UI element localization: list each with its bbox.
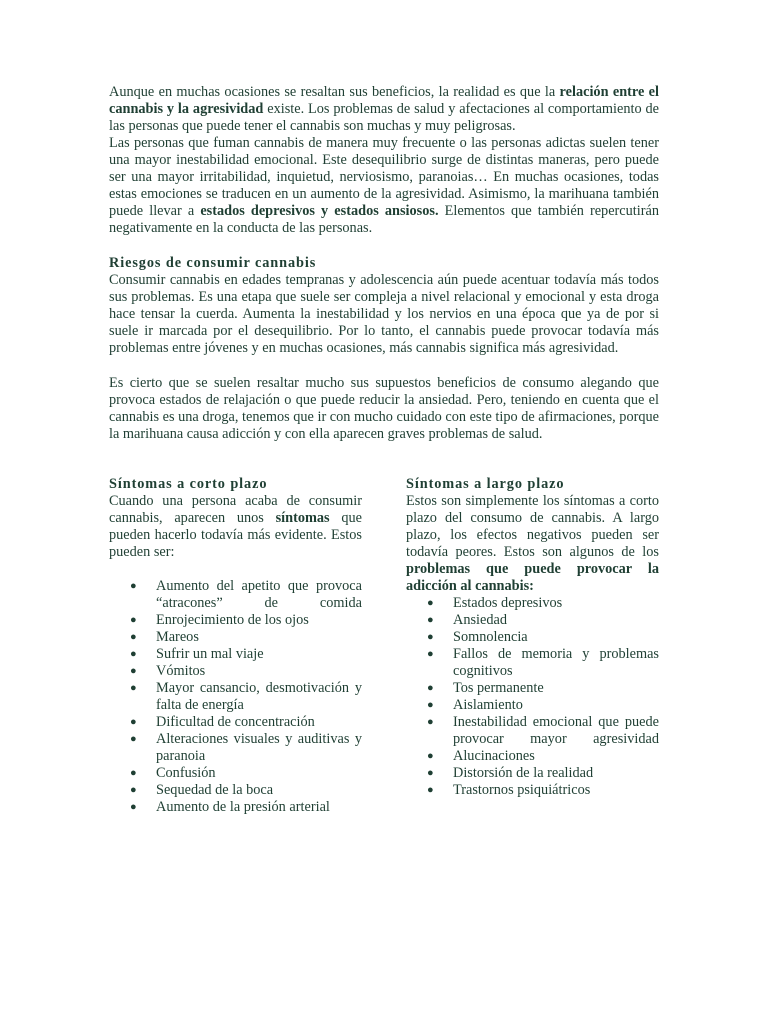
bullet-icon: ● <box>130 631 137 643</box>
list-item: ● Ansiedad <box>427 612 507 628</box>
short-term-intro: Cuando una persona acaba de consumir cannabis, aparecen unos síntomas que pueden hacerlo todavía más evidente. Estos pueden ser: <box>109 493 362 560</box>
bullet-icon: ● <box>427 597 434 609</box>
risks-paragraph-2: Es cierto que se suelen resaltar mucho sus supuestos beneficios de consumo alegando que provoca estados de relajación o que puede reducir la ansiedad. Pero, teniendo en cuenta que el cannabis es una droga, tenemos que ir con mucho cuidado con este tipo de afirmaciones, porque la marihuana causa adicción y con ella aparecen graves problemas de salud. <box>109 375 659 442</box>
list-item: ● Aumento del apetito que provoca “atracones” de comida <box>130 578 362 611</box>
bullet-icon: ● <box>130 716 137 728</box>
list-item: ● Sequedad de la boca <box>130 782 274 798</box>
list-item: ● Sufrir un mal viaje <box>130 646 264 662</box>
symptoms-columns <box>109 476 659 816</box>
list-item: ● Alucinaciones <box>427 748 535 764</box>
bullet-icon: ● <box>130 648 137 660</box>
list-item: ● Mayor cansancio, desmotivación y falta de energía <box>130 680 362 713</box>
bullet-icon: ● <box>130 784 137 796</box>
short-term-column <box>109 476 362 816</box>
long-term-intro: Estos son simplemente los síntomas a corto plazo del consumo de cannabis. A largo plazo, los efectos negativos pueden ser todavía peores. Estos son algunos de los problemas que puede provocar la adicción al cannabis: <box>406 493 659 594</box>
bullet-icon: ● <box>130 733 137 745</box>
list-item: ● Fallos de memoria y problemas cognitivos <box>427 646 659 679</box>
bullet-icon: ● <box>427 767 434 779</box>
bullet-icon: ● <box>130 801 137 813</box>
short-term-heading: Síntomas a corto plazo <box>109 476 268 492</box>
list-item: ● Trastornos psiquiátricos <box>427 782 591 798</box>
risks-paragraph-1: Consumir cannabis en edades tempranas y adolescencia aún puede acentuar todavía más todos sus problemas. Es una etapa que suele ser compleja a nivel relacional y emocional y esta droga hace tensar la cuerda. Aumenta la inestabilidad y los nervios en una época que ya de por si suele ir marcada por el desequilibrio. Por lo tanto, el cannabis puede provocar todavía más problemas entre jóvenes y en muchas ocasiones, más cannabis significa más agresividad. <box>109 272 659 356</box>
list-item: ● Estados depresivos <box>427 595 563 611</box>
bullet-icon: ● <box>427 648 434 660</box>
list-item: ● Somnolencia <box>427 629 528 645</box>
bullet-icon: ● <box>130 682 137 694</box>
list-item: ● Tos permanente <box>427 680 544 696</box>
list-item: ● Alteraciones visuales y auditivas y paranoia <box>130 731 362 764</box>
list-item: ● Enrojecimiento de los ojos <box>130 612 309 628</box>
bullet-icon: ● <box>427 750 434 762</box>
list-item: ● Inestabilidad emocional que puede provocar mayor agresividad <box>427 714 659 747</box>
intro-paragraph-2: Las personas que fuman cannabis de manera muy frecuente o las personas adictas suelen tener una mayor inestabilidad emocional. Este desequilibrio surge de distintas maneras, pero puede ser una mayor irritabilidad, inquietud, nerviosismo, paranoias… En muchas ocasiones, todas estas emociones se traducen en un aumento de la agresividad. Asimismo, la marihuana también puede llevar a estados depresivos y estados ansiosos. Elementos que también repercutirán negativamente en la conducta de las personas. <box>109 135 659 236</box>
bullet-icon: ● <box>427 614 434 626</box>
bullet-icon: ● <box>427 716 434 728</box>
highlight-states: estados depresivos y estados ansiosos. <box>200 203 439 219</box>
bullet-icon: ● <box>130 580 137 592</box>
bullet-icon: ● <box>427 699 434 711</box>
list-item: ● Mareos <box>130 629 199 645</box>
risks-heading: Riesgos de consumir cannabis <box>109 255 317 271</box>
bullet-icon: ● <box>130 614 137 626</box>
document-page <box>109 84 659 816</box>
bullet-icon: ● <box>427 784 434 796</box>
bullet-icon: ● <box>130 665 137 677</box>
list-item: ● Vómitos <box>130 663 206 679</box>
list-item: ● Dificultad de concentración <box>130 714 315 730</box>
long-term-column <box>406 476 659 816</box>
list-item: ● Aumento de la presión arterial <box>130 799 330 815</box>
bullet-icon: ● <box>427 631 434 643</box>
long-term-list <box>406 595 659 799</box>
list-item: ● Confusión <box>130 765 216 781</box>
bullet-icon: ● <box>427 682 434 694</box>
intro-paragraph-1: Aunque en muchas ocasiones se resaltan sus beneficios, la realidad es que la relación entre el cannabis y la agresividad existe. Los problemas de salud y afectaciones al comportamiento de las personas que puede tener el cannabis son muchas y muy peligrosas. <box>109 84 659 134</box>
short-term-list <box>109 578 362 816</box>
long-term-heading: Síntomas a largo plazo <box>406 476 565 492</box>
bullet-icon: ● <box>130 767 137 779</box>
highlight-relation: relación entre el cannabis y la agresividad <box>109 84 659 117</box>
list-item: ● Distorsión de la realidad <box>427 765 594 781</box>
list-item: ● Aislamiento <box>427 697 523 713</box>
